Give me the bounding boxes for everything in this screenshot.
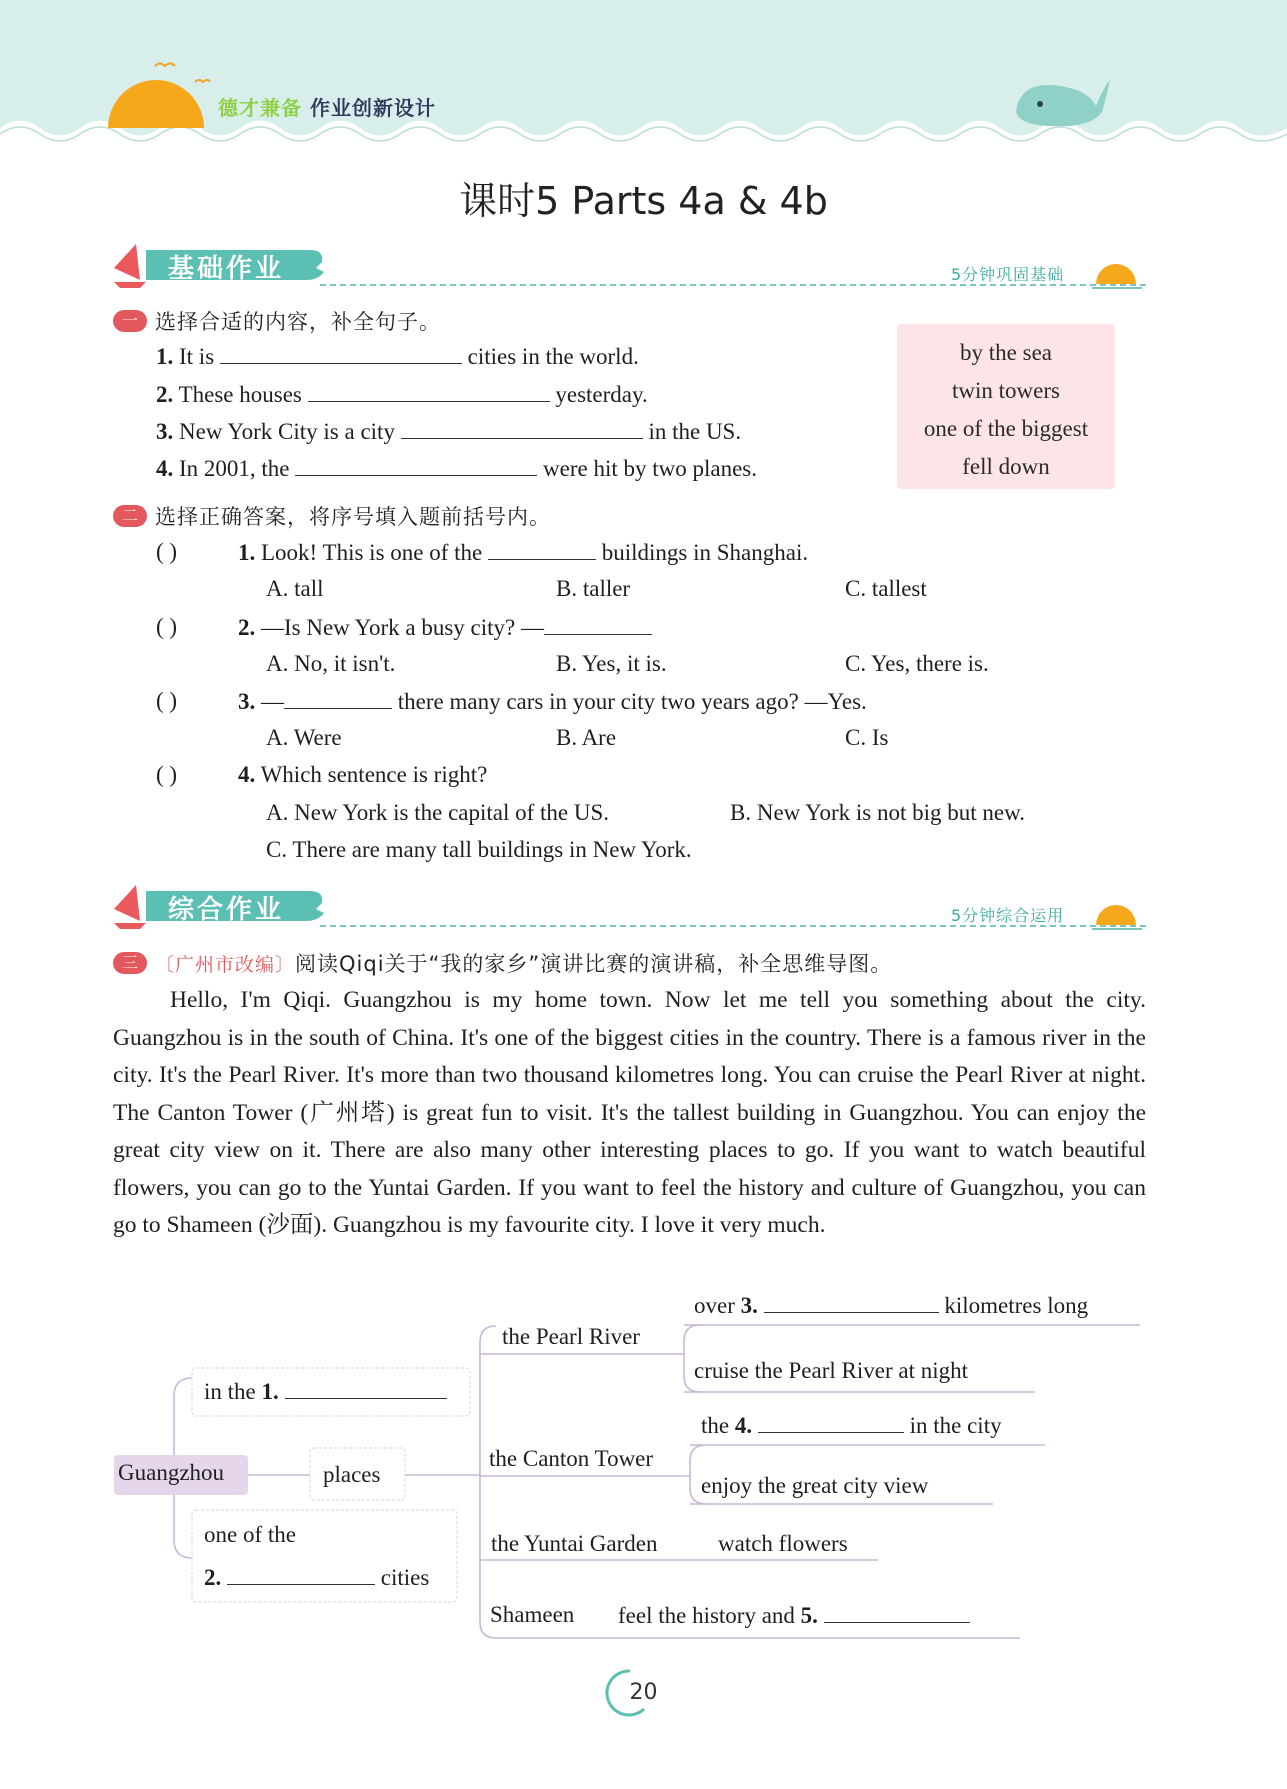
mindmap-root: Guangzhou xyxy=(118,1460,225,1485)
mindmap-canton-fact xyxy=(701,1412,1002,1439)
q2-item-2-stem: —Is New York a busy city? — xyxy=(261,615,545,640)
q2-item-4-option-b[interactable]: B. New York is not big but new. xyxy=(730,800,1025,825)
mindmap-branch-location-text: in the xyxy=(204,1379,256,1404)
q2-item-3-option-c[interactable]: C. Is xyxy=(845,725,889,750)
mindmap-blank-num-5: 5. xyxy=(800,1603,818,1628)
mindmap-blank-4[interactable] xyxy=(758,1412,904,1433)
mindmap-canton-fact-after: in the city xyxy=(909,1413,1002,1438)
q2-answer-paren-2[interactable]: ( ) xyxy=(156,614,178,639)
mindmap-branch-size-line1: one of the xyxy=(204,1522,296,1547)
section2-title: 综合作业 xyxy=(168,895,285,925)
mindmap-branch-location xyxy=(204,1378,447,1405)
mindmap-blank-num-1: 1. xyxy=(261,1379,279,1404)
q1-item-3-before: New York City is a city xyxy=(179,419,395,444)
mindmap-branch-places: places xyxy=(323,1462,381,1487)
word-box-item: fell down xyxy=(962,454,1050,479)
section2-side-label: 5分钟综合运用 xyxy=(951,906,1065,925)
mindmap-pearl-activity: cruise the Pearl River at night xyxy=(694,1358,969,1383)
brand-green: 德才兼备 xyxy=(218,96,302,120)
mindmap-canton-fact-before: the xyxy=(701,1413,730,1438)
mindmap-blank-2[interactable] xyxy=(227,1564,375,1585)
q2-item-1-stem: Look! This is one of the xyxy=(261,540,483,565)
mindmap-blank-num-4: 4. xyxy=(734,1413,753,1438)
q1-item-1-before: It is xyxy=(179,344,215,369)
q2-item-4-num: 4. xyxy=(238,762,256,787)
q2-item-1-option-c[interactable]: C. tallest xyxy=(845,576,927,601)
q2-item-2-num: 2. xyxy=(238,615,256,640)
q1-item-3-num: 3. xyxy=(156,419,174,444)
mindmap-blank-num-2: 2. xyxy=(204,1565,222,1590)
word-box-item: twin towers xyxy=(952,378,1060,403)
mindmap-branch-size-after: cities xyxy=(380,1565,430,1590)
q2-item-1-option-a[interactable]: A. tall xyxy=(266,576,324,601)
q1-item-2-num: 2. xyxy=(156,382,174,407)
q2-item-2-option-a[interactable]: A. No, it isn't. xyxy=(266,651,396,676)
q2-item-3-stem-after: there many cars in your city two years ago? —Yes. xyxy=(397,689,867,714)
q2-item-1-stem-after: buildings in Shanghai. xyxy=(601,540,809,565)
q3-instruction: 阅读Qiqi关于“我的家乡”演讲比赛的演讲稿，补全思维导图。 xyxy=(295,952,893,976)
section1-side-label: 5分钟巩固基础 xyxy=(951,265,1065,284)
q2-item-1-num: 1. xyxy=(238,540,256,565)
q2-instruction: 选择正确答案，将序号填入题前括号内。 xyxy=(155,505,551,529)
q2-answer-paren-3[interactable]: ( ) xyxy=(156,688,178,713)
q1-item-4-num: 4. xyxy=(156,456,174,481)
page-title: 课时5 Parts 4a & 4b xyxy=(459,179,828,223)
q1-item-2-after: yesterday. xyxy=(555,382,648,407)
q2-item-3-num: 3. xyxy=(238,689,256,714)
mindmap-canton-activity: enjoy the great city view xyxy=(701,1473,929,1498)
mindmap-blank-num-3: 3. xyxy=(740,1293,758,1318)
q2-answer-paren-4[interactable]: ( ) xyxy=(156,762,178,787)
q2-item-4-option-c[interactable]: C. There are many tall buildings in New York. xyxy=(266,837,692,862)
passage-text: Hello, I'm Qiqi. Guangzhou is my home town. Now let me tell you something about the city. Guangzhou is in the south of China. It's one of the biggest cities in the country. There is a famous river in the city. It's the Pearl River. It's more than two thousand kilometres long. You can cruise the Pearl River at night. The Canton Tower (广州塔) is great fun to visit. It's the tallest building in Guangzhou. You can enjoy the great city view on it. There are also many other interesting places to go. If you want to watch beautiful flowers, you can go to the Yuntai Garden. If you want to feel the history and culture of Guangzhou, you can go to Shameen (沙面). Guangzhou is my favourite city. I love it very much. xyxy=(113,987,1146,1238)
word-box-item: by the sea xyxy=(960,340,1052,365)
q2-item-4-stem: Which sentence is right? xyxy=(260,762,488,787)
q2-item-3-option-b[interactable]: B. Are xyxy=(556,725,617,750)
page-number: 20 xyxy=(629,1680,658,1705)
q3-source: 〔广州市改编〕 xyxy=(155,954,296,976)
mindmap-yuntai-activity: watch flowers xyxy=(718,1531,848,1556)
q2-item-2-option-b[interactable]: B. Yes, it is. xyxy=(556,651,667,676)
q2-answer-paren-1[interactable]: ( ) xyxy=(156,539,178,564)
q2-item-3-option-a[interactable]: A. Were xyxy=(266,725,342,750)
mindmap-blank-1[interactable] xyxy=(285,1378,447,1399)
mindmap-pearl-length xyxy=(694,1292,1088,1319)
q2-item-4-option-a[interactable]: A. New York is the capital of the US. xyxy=(266,800,610,825)
q1-item-4-after: were hit by two planes. xyxy=(543,456,757,481)
mindmap-pearl-length-after: kilometres long xyxy=(944,1293,1089,1318)
brand-dark: 作业创新设计 xyxy=(310,96,436,120)
q2-tag: 二 xyxy=(113,505,147,527)
q2-item-2-option-c[interactable]: C. Yes, there is. xyxy=(845,651,989,676)
q2-item-1-option-b[interactable]: B. taller xyxy=(556,576,631,601)
mindmap-shameen-activity xyxy=(618,1602,970,1629)
q1-item-2-before: These houses xyxy=(178,382,302,407)
mindmap-canton-tower: the Canton Tower xyxy=(489,1446,654,1471)
word-box-item: one of the biggest xyxy=(923,416,1089,441)
q1-item-4-before: In 2001, the xyxy=(179,456,290,481)
mindmap-shameen-activity-text: feel the history and xyxy=(618,1603,795,1628)
mindmap-shameen: Shameen xyxy=(490,1602,575,1627)
mindmap-pearl-river: the Pearl River xyxy=(502,1324,640,1349)
q3-tag: 三 xyxy=(113,952,147,974)
q1-item-1-after: cities in the world. xyxy=(467,344,639,369)
mindmap-branch-size-line2 xyxy=(204,1564,429,1591)
q1-item-1-num: 1. xyxy=(156,344,174,369)
mindmap-yuntai-garden: the Yuntai Garden xyxy=(491,1531,658,1556)
mindmap-blank-5[interactable] xyxy=(824,1602,970,1623)
q1-instruction: 选择合适的内容，补全句子。 xyxy=(155,310,441,334)
q1-item-3-after: in the US. xyxy=(648,419,742,444)
q2-item-3-stem: — xyxy=(261,689,284,714)
section1-title: 基础作业 xyxy=(168,254,285,284)
mindmap-pearl-length-before: over xyxy=(694,1293,735,1318)
q1-tag: 一 xyxy=(113,310,147,332)
mindmap-blank-3[interactable] xyxy=(764,1292,939,1313)
